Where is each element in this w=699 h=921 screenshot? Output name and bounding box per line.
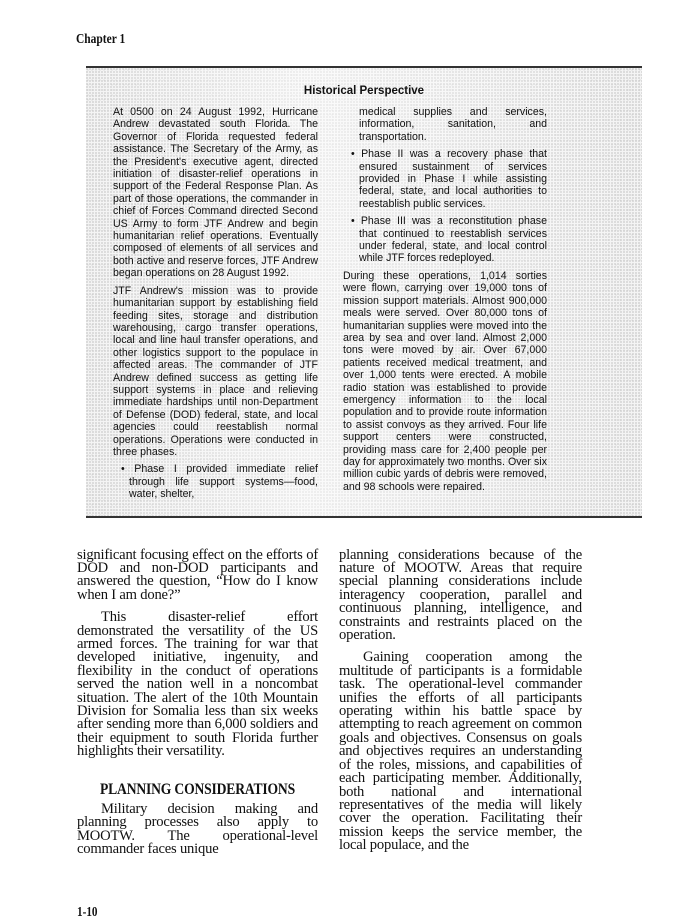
body-paragraph: significant focusing effect on the efforts of DOD and non-DOD participants and answered the question, “How do I know when I am done?” — [77, 546, 318, 603]
box-right-column — [343, 106, 547, 498]
body-paragraph: This disaster-relief effort demonstrated the versatility of the US armed forces. The training for war that developed initiative, ingenuity, and flexibility in the conduct of operations served the nation well in a noncombat situation. The alert of the 10th Mountain Division for Somalia less than six weeks after sending more than 6,000 soldiers and their equipment to south Florida further highlights their versatility. — [77, 609, 318, 760]
box-title: Historical Perspective — [303, 85, 425, 97]
page-number: 1-10 — [77, 905, 98, 921]
chapter-header: Chapter 1 — [76, 32, 126, 47]
body-columns — [0, 546, 699, 866]
box-bullet-continuation: medical supplies and services, information, sanitation, and transportation. — [359, 106, 547, 143]
page-content — [0, 66, 699, 921]
body-paragraph: Gaining cooperation among the multitude of participants is a formidable task. The operational-level commander unifies the efforts of all participants operating within his battle space by attempting to reach agreement on common goals and objectives. Consensus on goals and objectives requires an understanding of the roles, missions, and capabilities of each participating member. Additionally, both national and international representatives of the media will likely cover the operation. Facilitating their mission keeps the service member, the local populace, and the — [339, 649, 582, 854]
box-columns — [86, 106, 642, 506]
box-bullet: • Phase III was a reconstitution phase that continued to reestablish services under federal, state, and local control while JTF forces redeployed. — [351, 215, 547, 265]
box-summary: During these operations, 1,014 sorties were flown, carrying over 19,000 tons of mission support materials. Almost 900,000 meals were served. Over 80,000 tons of humanitarian supplies were moved into the area by sea and over land. Almost 2,000 tons were moved by air. Over 67,000 patients received medical treatment, and over 1,000 tents were erected. A mobile radio station was established to provide emergency information to the local population and to provide route information to assist convoys as they arrived. Four life support centers were constructed, providing mass care for 2,400 people per day for approximately two months. Over six million cubic yards of debris were removed, and 98 schools were repaired. — [343, 269, 547, 493]
box-bullet: • Phase I provided immediate relief through life support systems—food, water, shelter, — [121, 463, 318, 501]
body-left-column — [77, 546, 318, 866]
box-paragraph: At 0500 on 24 August 1992, Hurricane Andrew devastated south Florida. The Governor of Florida requested federal assistance. The Secretary of the Army, as the President's executive agent, directed initiation of disaster-relief operations in support of the Federal Response Plan. As part of those operations, the commander in chief of Forces Command directed Second US Army to form JTF Andrew and begin humanitarian relief operations. Eventually composed of elements of all services and both active and reserve forces, JTF Andrew began operations on 28 August 1992. — [113, 106, 318, 280]
box-paragraph: JTF Andrew's mission was to provide humanitarian support by establishing field feeding sites, storage and distribution warehousing, cargo transfer operations, local and line haul transfer operations, and other logistics support to the populace in affected areas. The commander of JTF Andrew defined success as getting life support systems in place and relieving immediate hardships until non-Department of Defense (DOD) federal, state, and local agencies could reestablish normal operations. Operations were conducted in three phases. — [113, 284, 318, 458]
body-paragraph: Military decision making and planning processes also apply to MOOTW. The operational-level commander faces unique — [77, 800, 318, 857]
historical-perspective-box — [86, 66, 642, 518]
body-right-column — [339, 546, 582, 862]
section-heading: PLANNING CONSIDERATIONS — [100, 780, 295, 798]
body-paragraph: planning considerations because of the nature of MOOTW. Areas that require special planning considerations include interagency cooperation, parallel and continuous planning, intelligence, and constraints and restraints placed on the operation. — [339, 546, 582, 644]
box-left-column — [113, 106, 318, 506]
box-bullet: • Phase II was a recovery phase that ensured sustainment of services provided in Phase I while assisting federal, state, and local authorities to reestablish public services. — [351, 148, 547, 210]
